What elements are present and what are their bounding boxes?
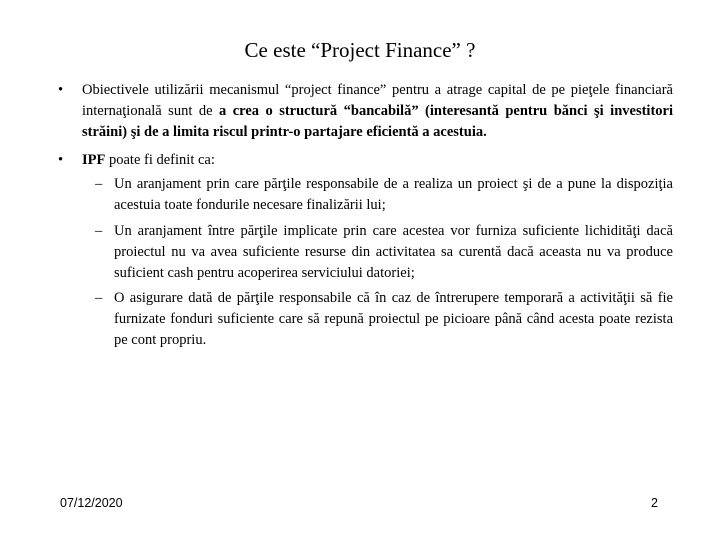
slide-title: Ce este “Project Finance” ? bbox=[244, 38, 476, 62]
sub-item-text: Un aranjament între părţile implicate prin care acestea vor furniza suficiente lichidităţi dacă proiectul nu va avea suficiente resurse din activitatea sa curentă dacă aceasta nu va produce suficient cash pentru acoperirea serviciului datoriei; bbox=[114, 223, 673, 281]
dash-mark: – bbox=[95, 290, 103, 306]
bullet-text bbox=[82, 80, 673, 143]
bullet-text-regular: Obiectivele utilizării mecanismul “project finance” pentru a atrage capital de pe pieţele financiară internaţională sunt de bbox=[82, 82, 673, 119]
bullet-text-bold: a crea o structură “bancabilă” (interesantă pentru bănci şi investitori străini) şi de a limita riscul printr-o partajare eficientă a acestuia. bbox=[82, 103, 673, 140]
sub-item-text: O asigurare dată de părţile responsabile că în caz de întrerupere temporară a activităţii să fie furnizate fonduri suficiente care să repună proiectul pe picioare până când acesta poate rezista pe cont propriu. bbox=[114, 290, 673, 348]
page-number: 2 bbox=[651, 496, 658, 510]
bullet-text-bold: IPF bbox=[82, 152, 106, 168]
bullet-ipf-definition bbox=[58, 150, 673, 171]
bullet-dot: • bbox=[58, 82, 64, 98]
bullet-dot: • bbox=[58, 152, 64, 168]
sub-item bbox=[95, 288, 673, 351]
sub-item bbox=[95, 221, 673, 284]
bullet-text bbox=[82, 150, 673, 171]
sub-item bbox=[95, 174, 673, 216]
dash-mark: – bbox=[95, 223, 103, 239]
dash-mark: – bbox=[95, 176, 103, 192]
sub-item-text: Un aranjament prin care părţile responsabile de a realiza un proiect şi de a pune la dispoziţia acestuia toate fondurile necesare finalizării lui; bbox=[114, 176, 673, 213]
footer-date: 07/12/2020 bbox=[60, 496, 123, 510]
bullet-text-regular: poate fi definit ca: bbox=[105, 152, 215, 168]
bullet-objectives bbox=[58, 80, 673, 143]
